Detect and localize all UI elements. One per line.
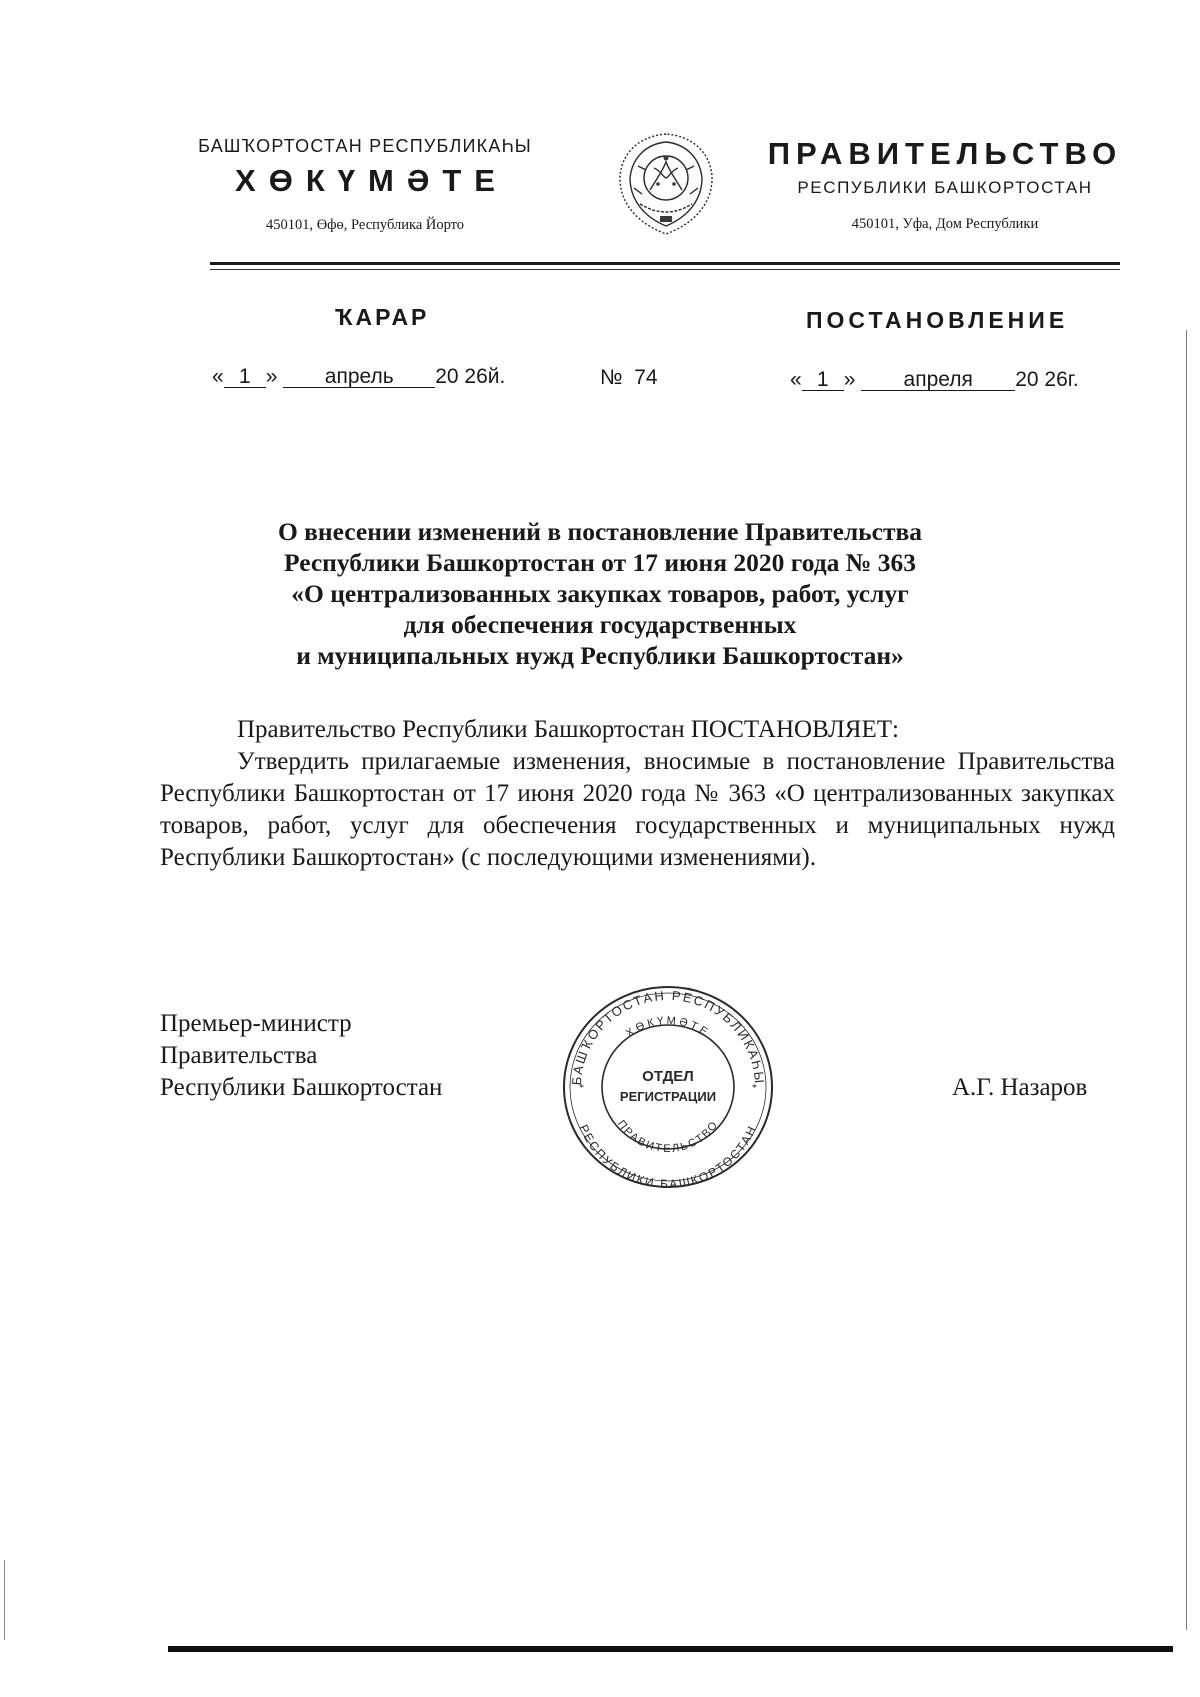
position-line: Премьер-министр <box>160 1010 352 1037</box>
title-line: и муниципальных нужд Республики Башкортостан» <box>296 641 904 670</box>
body-paragraph: Утвердить прилагаемые изменения, вносимые в постановление Правительства Республики Башкортостан от 17 июня 2020 года № 363 «О централизованных закупках товаров, работ, услуг для обеспечения государственных и муниципальных нужд Республики Башкортостан» (с последующими изменениями). <box>160 748 1115 871</box>
svg-text:РЕСПУБЛИКИ БАШКОРТОСТАН <box>576 1122 759 1191</box>
stamp-outer-top: БАШҠОРТОСТАН РЕСПУБЛИКАҺЫ <box>568 987 768 1086</box>
date-year-prefix: 20 <box>1015 368 1039 391</box>
bashkir-government-name: ХӨКҮМӘТЕ <box>235 163 508 198</box>
title-line: О внесении изменений в постановление Правительства <box>277 517 923 546</box>
date-close-quote: » <box>265 365 278 388</box>
bashkir-address: 450101, Өфө, Республика Йорто <box>265 217 465 233</box>
number-value: 74 <box>634 366 658 389</box>
scan-edge-left <box>4 1560 5 1640</box>
letterhead-rule-thick <box>210 262 1120 265</box>
letterhead-russian <box>765 136 1125 233</box>
date-bashkir <box>212 365 505 389</box>
letterhead-rule-thin <box>210 269 1120 270</box>
letterhead-bashkir <box>195 136 535 234</box>
stamp-center-line1: ОТДЕЛ <box>642 1068 694 1085</box>
signatory-name: А.Г. Назаров <box>952 1074 1088 1101</box>
bashkir-republic-name: БАШҠОРТОСТАН РЕСПУБЛИКАҺЫ <box>198 136 532 156</box>
stamp-inner-top: ХӨКҮМӘТЕ <box>623 1014 713 1040</box>
stamp-star-icon: * <box>752 1083 757 1094</box>
russian-republic-name: РЕСПУБЛИКИ БАШКОРТОСТАН <box>797 178 1093 197</box>
stamp-outer-bottom: РЕСПУБЛИКИ БАШКОРТОСТАН <box>576 1122 760 1192</box>
document-type-russian: ПОСТАНОВЛЕНИЕ <box>806 307 1069 333</box>
date-day: 1 <box>802 370 844 391</box>
date-month: апреля <box>861 370 1015 391</box>
title-line: для обеспечения государственных <box>403 610 797 639</box>
stamp-star-icon: * <box>579 1083 584 1094</box>
title-line: «О централизованных закупках товаров, работ, услуг <box>291 579 909 608</box>
scan-edge-right <box>1186 330 1187 1630</box>
svg-text:ПРАВИТЕЛЬСТВО <box>615 1118 721 1155</box>
number-sign: № <box>600 366 623 389</box>
date-open-quote: « <box>212 365 224 388</box>
signatory-position <box>160 1008 442 1104</box>
registration-stamp <box>553 975 783 1195</box>
document-title <box>160 516 1040 671</box>
date-russian <box>790 368 1079 392</box>
stamp-center-line2: РЕГИСТРАЦИИ <box>619 1089 717 1104</box>
date-year-suffix: 26г. <box>1044 368 1079 391</box>
body-intro: Правительство Республики Башкортостан ПОСТАНОВЛЯЕТ: <box>237 716 899 743</box>
position-line: Республики Башкортостан <box>160 1074 443 1101</box>
date-open-quote: « <box>790 368 802 391</box>
coat-of-arms-icon <box>610 128 722 240</box>
stamp-inner-bottom: ПРАВИТЕЛЬСТВО <box>614 1118 722 1156</box>
document-number <box>600 366 658 390</box>
title-line: Республики Башкортостан от 17 июня 2020 года № 363 <box>283 548 916 577</box>
date-close-quote: » <box>843 368 856 391</box>
date-month: апрель <box>283 367 435 388</box>
document-type-bashkir: ҠАРАР <box>335 304 430 330</box>
svg-text:ХӨКҮМӘТЕ <box>624 1015 712 1040</box>
document-body <box>160 714 1115 874</box>
position-line: Правительства <box>160 1042 318 1069</box>
date-year-prefix: 20 <box>435 365 459 388</box>
russian-address: 450101, Уфа, Дом Республики <box>851 216 1039 232</box>
date-year-suffix: 26й. <box>464 365 506 388</box>
date-day: 1 <box>224 367 266 388</box>
scan-edge-bottom <box>168 1646 1173 1652</box>
russian-government-name: ПРАВИТЕЛЬСТВО <box>767 136 1123 171</box>
